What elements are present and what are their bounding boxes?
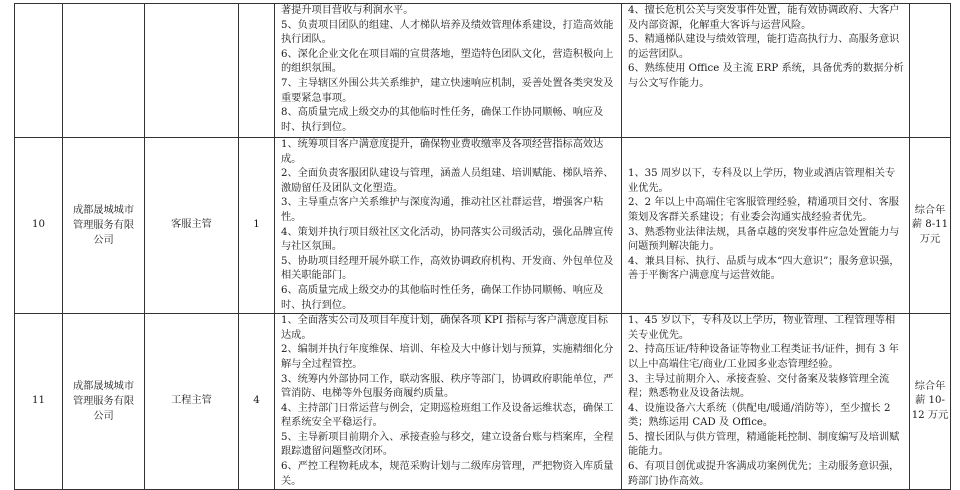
duty-item: 3、主导重点客户关系维护与深度沟通，推动社区社群运营，增强客户粘性。 <box>281 197 604 223</box>
duty-item: 1、统筹项目客户满意度提升，确保物业费收缴率及各项经营指标高效达成。 <box>281 139 604 165</box>
position-title: 工程主管 <box>145 314 239 490</box>
duty-item: 5、负责项目团队的组建、人才梯队培养及绩效管理体系建设，打造高效能执行团队。 <box>281 19 614 46</box>
headcount: 1 <box>239 138 275 314</box>
requirements-cell <box>622 4 910 138</box>
salary: 综合年薪 8-11 万元 <box>910 138 951 314</box>
requirement-item: 5、精通梯队建设与绩效管理，能打造高执行力、高服务意识的运营团队。 <box>628 34 900 60</box>
duty-item: 1、全面落实公司及项目年度计划，确保各项 KPI 指标与客户满意度目标达成。 <box>281 315 608 341</box>
duties-cell <box>275 138 622 314</box>
requirements-cell <box>622 314 910 490</box>
requirement-item: 3、主导过前期介入、承接查验、交付备案及装修管理全流程；熟悉物业及设备法规。 <box>628 373 890 400</box>
table-row <box>15 138 951 314</box>
duty-item: 8、高质量完成上级交办的其他临时性任务，确保工作协同顺畅、响应及时、执行到位。 <box>281 107 604 133</box>
requirement-item: 6、熟练使用 Office 及主流 ERP 系统，具备优秀的数据分析与公文写作能力。 <box>628 63 904 89</box>
requirement-item: 4、擅长危机公关与突发事件处置，能有效协调政府、大客户及内部资源，化解重大客诉与运营风险。 <box>628 5 900 31</box>
duty-item: 2、编制并执行年度维保、培训、年检及大中修计划与预算，实施精细化分解与全过程管控。 <box>281 344 614 370</box>
requirement-item: 4、设施设备六大系统（供配电/暖通/消防等），至少擅长 2 类；熟练运用 CAD 及 Office。 <box>628 402 891 429</box>
duties-cell <box>275 4 622 138</box>
duty-item: 6、深化企业文化在项目端的宣贯落地，塑造特色团队文化，营造积极向上的组织氛围。 <box>281 48 614 75</box>
salary <box>910 4 951 138</box>
row-number <box>15 4 63 138</box>
duty-item: 6、高质量完成上级交办的其他临时性任务，确保工作协同顺畅、响应及时、执行到位。 <box>281 284 604 311</box>
salary: 综合年薪 10-12 万元 <box>910 314 951 490</box>
table-row <box>15 314 951 490</box>
company-name <box>63 4 145 138</box>
duty-item: 7、主导辖区外围公共关系维护，建立快速响应机制，妥善处置各类突发及重要紧急事项。 <box>281 77 614 104</box>
requirement-item: 4、兼具目标、执行、品质与成本“四大意识”；服务意识强，善于平衡客户满意度与运营效能。 <box>628 255 900 282</box>
company-name: 成都晟城城市管理服务有限公司 <box>63 138 145 314</box>
duty-item: 4、策划并执行项目级社区文化活动，协同落实公司级活动，强化品牌宣传与社区氛围。 <box>281 226 614 253</box>
position-title <box>145 4 239 138</box>
duties-cell <box>275 314 622 490</box>
requirements-cell <box>622 138 910 314</box>
table-row <box>15 4 951 138</box>
company-name: 成都晟城城市管理服务有限公司 <box>63 314 145 490</box>
headcount <box>239 4 275 138</box>
position-title: 客服主管 <box>145 138 239 314</box>
duty-item: 6、严控工程物耗成本，规范采购计划与二级库房管理，严把物资入库质量关。 <box>281 461 614 487</box>
requirement-item: 6、有项目创优或提升客满成功案例优先；主动服务意识强，跨部门协作高效。 <box>628 461 900 487</box>
row-number: 10 <box>15 138 63 314</box>
requirement-item: 2、持高压证/特种设备证等物业工程类证书/证件，拥有 3 年以上中高端住宅/商业/工业园多业态管理经验。 <box>628 344 899 370</box>
row-number: 11 <box>15 314 63 490</box>
requirement-item: 3、熟悉物业法律法规，具备卓越的突发事件应急处置能力与问题预判解决能力。 <box>628 226 900 253</box>
headcount: 4 <box>239 314 275 490</box>
duty-item: 4、主持部门日常运营与例会，定期巡检班组工作及设备运维状态，确保工程系统安全平稳运行。 <box>281 402 614 429</box>
requirement-item: 1、45 岁以下，专科及以上学历，物业管理、工程管理等相关专业优先。 <box>628 315 896 341</box>
duty-item: 5、主导新项目前期介入、承接查验与移交，建立设备台账与档案库，全程跟踪遗留问题整改闭环。 <box>281 431 614 458</box>
requirement-item: 2、2 年以上中高端住宅客服管理经验，精通项目交付、客服策划及客群关系建设；有业委会沟通实战经验者优先。 <box>628 197 899 223</box>
requirement-item: 5、擅长团队与供方管理，精通能耗控制、制度编写及培训赋能能力。 <box>628 431 900 458</box>
requirement-item: 1、35 周岁以下，专科及以上学历，物业或酒店管理相关专业优先。 <box>628 168 896 194</box>
duty-item: 3、统筹内外部协同工作，联动客服、秩序等部门，协调政府职能单位，严管消防、电梯等外包服务商履约质量。 <box>281 373 614 400</box>
duty-item: 2、全面负责客服团队建设与管理，涵盖人员组建、培训赋能、梯队培养、激励留任及团队文化塑造。 <box>281 168 614 194</box>
job-listing-table <box>14 3 951 490</box>
duty-item: 著提升项目营收与利润水平。 <box>281 5 414 16</box>
duty-item: 5、协助项目经理开展外联工作，高效协调政府机构、开发商、外包单位及相关职能部门。 <box>281 255 614 282</box>
